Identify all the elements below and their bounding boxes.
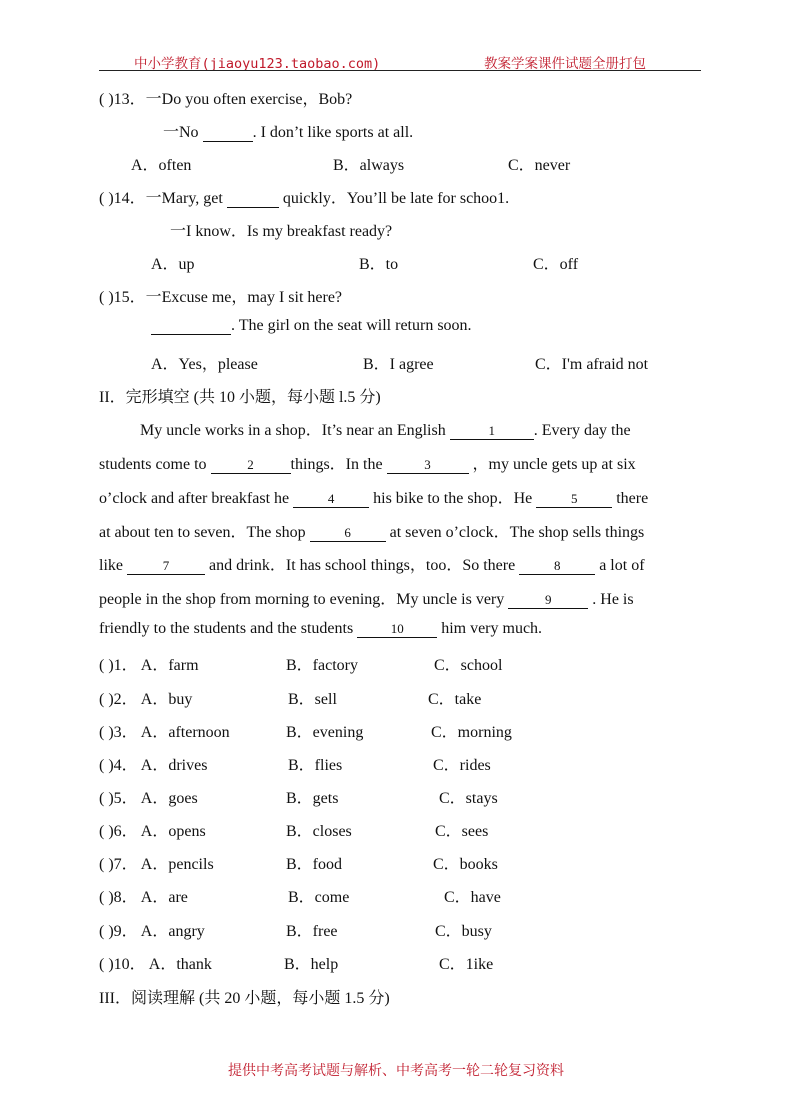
option-row-1	[99, 652, 199, 675]
q13-reply-pre: 一No	[163, 124, 199, 141]
passage-text: o’clock and after breakfast he	[99, 490, 290, 507]
q13-reply-post: . I don’t like sports at all.	[252, 124, 414, 141]
cloze-blank-10[interactable]	[357, 621, 437, 638]
option-a: A．thank	[148, 956, 212, 973]
option-b: B．factory	[286, 657, 358, 674]
option-c: C．busy	[435, 923, 492, 940]
q14-answer-blank[interactable]	[227, 191, 279, 208]
option-row-3	[99, 719, 230, 742]
option-number: ( )2．	[99, 691, 138, 708]
option-c: C．take	[428, 691, 482, 708]
passage-text: students come to	[99, 456, 207, 473]
passage-text: at seven o’clock．The shop sells things	[389, 524, 645, 541]
q13-reply	[163, 119, 413, 142]
q15-option-b: B．I agree	[363, 356, 434, 373]
option-a: A．are	[140, 889, 188, 906]
option-row-5	[99, 785, 198, 808]
option-c: C．stays	[439, 790, 498, 807]
q13-stem: ( )13．一Do you often exercise，Bob?	[99, 91, 353, 108]
cloze-blank-5[interactable]	[536, 491, 612, 508]
cloze-blank-6[interactable]	[310, 525, 386, 542]
option-number: ( )3．	[99, 724, 138, 741]
passage-text: like	[99, 557, 123, 574]
blank-number: 2	[247, 457, 254, 472]
cloze-blank-7[interactable]	[127, 558, 205, 575]
q14-option-c: C．off	[533, 256, 579, 273]
option-row-9	[99, 918, 205, 941]
option-b: B．food	[286, 856, 343, 873]
passage-text: people in the shop from morning to evening．My uncle is very	[99, 591, 505, 608]
option-c: C．books	[433, 856, 498, 873]
q15-option-a: A．Yes，please	[151, 356, 258, 373]
passage-text: . He is	[592, 591, 634, 608]
passage-text: My uncle works in a shop．It’s near an English	[140, 422, 446, 439]
passage-text: things．In the	[290, 456, 383, 473]
option-b: B．come	[288, 889, 350, 906]
passage-line-2	[99, 451, 636, 474]
q14-option-a: A．up	[151, 256, 195, 273]
option-a: A．farm	[140, 657, 199, 674]
footer-promo: 提供中考高考试题与解析、中考高考一轮二轮复习资料	[228, 1063, 564, 1079]
option-a: A．goes	[140, 790, 198, 807]
option-c: C．morning	[431, 724, 512, 741]
passage-line-5	[99, 552, 645, 575]
blank-number: 3	[424, 457, 431, 472]
blank-number: 4	[327, 491, 335, 506]
passage-text: friendly to the students and the students	[99, 620, 354, 637]
header-divider	[99, 70, 701, 71]
option-b: B．help	[284, 956, 339, 973]
option-c: C．rides	[433, 757, 491, 774]
option-row-10	[99, 951, 212, 974]
option-b: B．flies	[288, 757, 343, 774]
blank-number: 7	[162, 558, 170, 573]
cloze-blank-1[interactable]	[450, 423, 534, 440]
option-b: B．closes	[286, 823, 352, 840]
option-b: B．sell	[288, 691, 337, 708]
option-number: ( )9．	[99, 923, 138, 940]
passage-text: ，my uncle gets up at six	[472, 456, 636, 473]
option-row-6	[99, 818, 206, 841]
q14-stem-pre: ( )14．一Mary, get	[99, 190, 223, 207]
passage-line-4	[99, 519, 644, 542]
option-a: A．buy	[140, 691, 193, 708]
option-b: B．free	[286, 923, 338, 940]
blank-number: 10	[390, 621, 404, 636]
option-number: ( )5．	[99, 790, 138, 807]
option-a: A．angry	[140, 923, 205, 940]
section-3-title: III．阅读理解 (共 20 小题，每小题 1.5 分)	[99, 990, 390, 1007]
option-number: ( )8．	[99, 889, 138, 906]
cloze-blank-2[interactable]	[211, 457, 291, 474]
q14-stem	[99, 185, 509, 208]
passage-text: at about ten to seven．The shop	[99, 524, 306, 541]
option-row-7	[99, 851, 214, 874]
passage-text: his bike to the shop．He	[373, 490, 533, 507]
option-c: C．1ike	[439, 956, 494, 973]
passage-text: there	[616, 490, 649, 507]
blank-number: 6	[344, 525, 351, 540]
option-number: ( )7．	[99, 856, 138, 873]
passage-line-3	[99, 485, 648, 508]
option-c: C．school	[434, 657, 503, 674]
option-row-2	[99, 686, 192, 709]
option-b: B．gets	[286, 790, 339, 807]
q14-option-b: B．to	[359, 256, 399, 273]
passage-line-6	[99, 586, 634, 609]
passage-text: a lot of	[599, 557, 645, 574]
passage-text: him very much.	[441, 620, 543, 637]
cloze-blank-3[interactable]	[387, 457, 469, 474]
option-a: A．afternoon	[140, 724, 230, 741]
section-2-title: II．完形填空 (共 10 小题，每小题 l.5 分)	[99, 389, 381, 406]
q15-reply-post: . The girl on the seat will return soon.	[231, 317, 472, 334]
passage-line-1	[140, 417, 631, 440]
q15-reply	[151, 317, 472, 335]
blank-number: 8	[553, 558, 561, 573]
option-c: C．have	[444, 889, 501, 906]
q15-option-c: C．I'm afraid not	[535, 356, 649, 373]
cloze-blank-8[interactable]	[519, 558, 595, 575]
option-row-4	[99, 752, 207, 775]
q13-option-b: B．always	[333, 157, 405, 174]
blank-number: 9	[545, 592, 552, 607]
header-left: 中小学教育(jiaoyu123.taobao.com)	[134, 56, 381, 72]
q14-stem-post: quickly．You’ll be late for schoo1.	[282, 190, 510, 207]
option-number: ( )4．	[99, 757, 138, 774]
cloze-blank-4[interactable]	[293, 491, 369, 508]
cloze-blank-9[interactable]	[508, 592, 588, 609]
q15-answer-blank[interactable]	[151, 318, 231, 335]
q15-stem: ( )15．一Excuse me，may I sit here?	[99, 289, 343, 306]
q13-option-c: C．never	[508, 157, 571, 174]
q13-option-a: A．often	[131, 157, 192, 174]
option-b: B．evening	[286, 724, 364, 741]
passage-text: . Every day the	[533, 422, 631, 439]
blank-number: 5	[570, 491, 578, 506]
blank-number: 1	[488, 423, 495, 438]
option-a: A．drives	[140, 757, 208, 774]
passage-line-7	[99, 620, 542, 638]
passage-text: and drink．It has school things，too．So there	[209, 557, 516, 574]
q13-answer-blank[interactable]	[203, 125, 253, 142]
option-number: ( )1．	[99, 657, 138, 674]
q14-reply: 一I know．Is my breakfast ready?	[170, 223, 393, 240]
header-right: 教案学案课件试题全册打包	[484, 56, 646, 72]
option-a: A．opens	[140, 823, 206, 840]
option-row-8	[99, 884, 188, 907]
option-a: A．pencils	[140, 856, 214, 873]
option-number: ( )6．	[99, 823, 138, 840]
option-number: ( )10．	[99, 956, 146, 973]
option-c: C．sees	[435, 823, 489, 840]
